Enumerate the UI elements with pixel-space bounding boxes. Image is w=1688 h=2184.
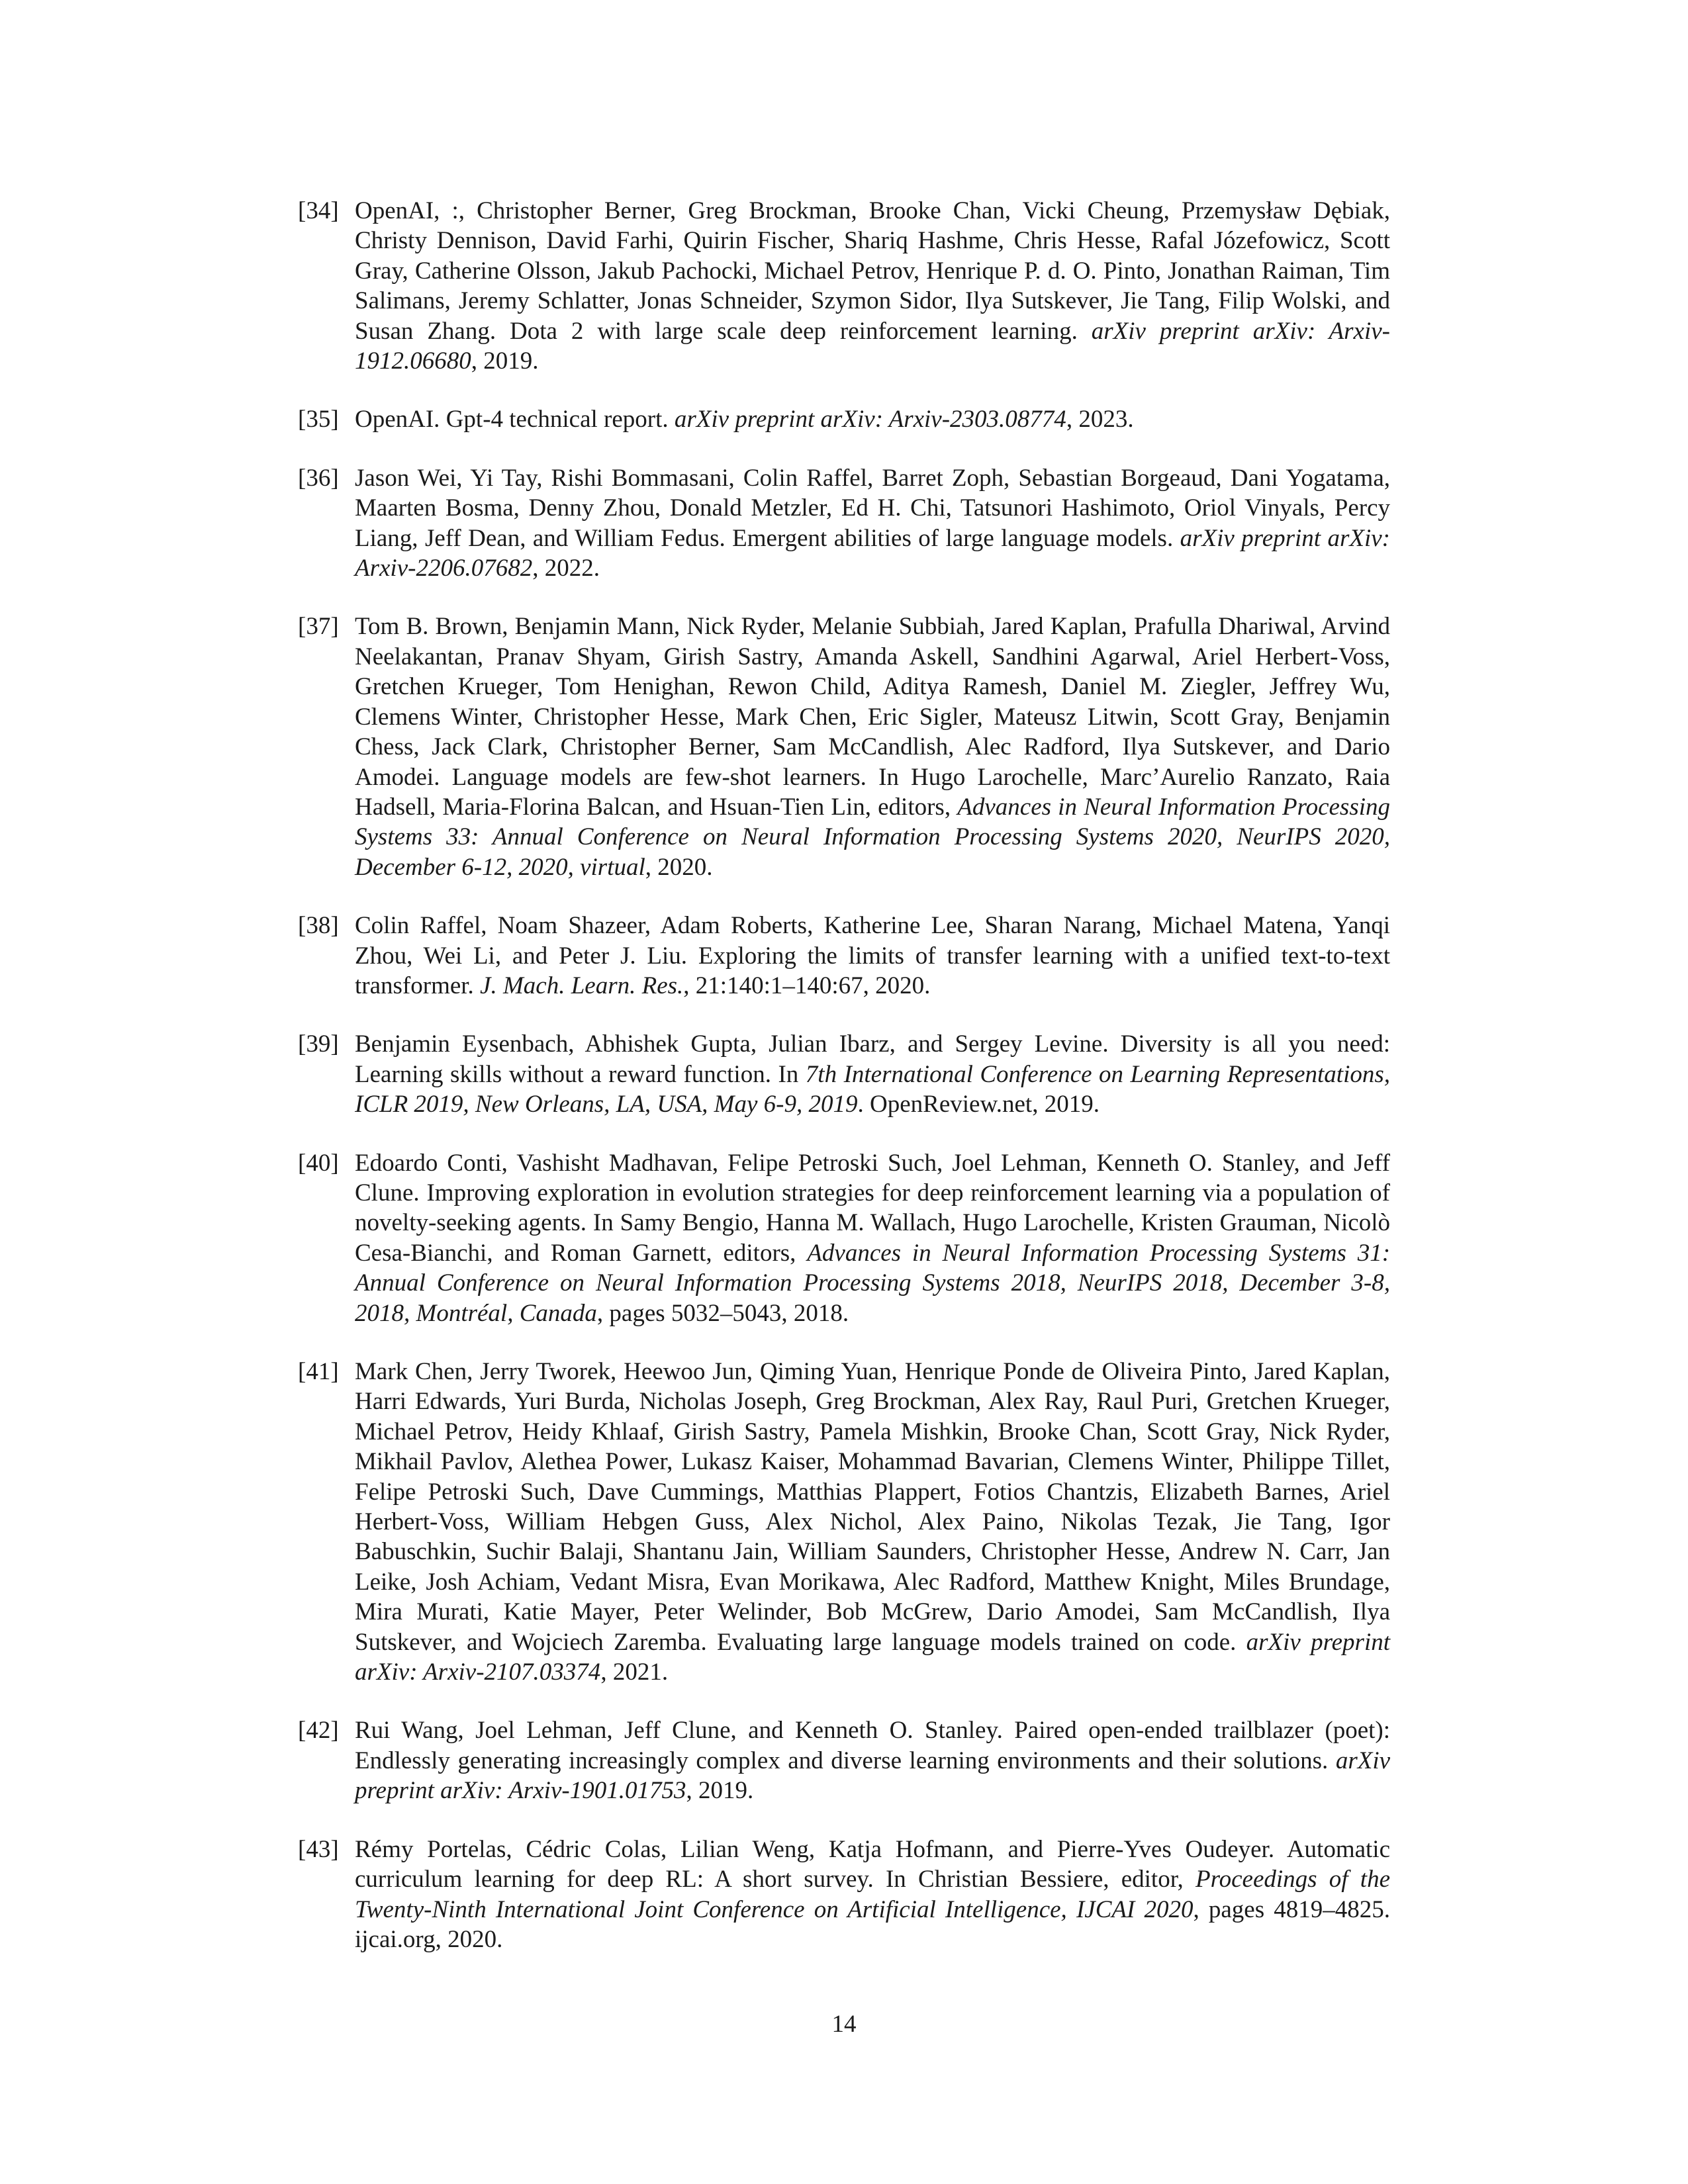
- reference-venue: Proceedings of the Twenty-Ninth International Joint Conference on Artificial Intelligence, IJCAI 2020: [355, 1866, 1390, 1923]
- reference-venue: arXiv preprint arXiv: Arxiv-2303.08774: [674, 406, 1066, 433]
- reference-venue: Advances in Neural Information Processing Systems 31: Annual Conference on Neural Information Processing Systems 2018, NeurIPS 2018, December 3-8, 2018, Montréal, Canada: [355, 1239, 1391, 1327]
- reference-authors: Edoardo Conti, Vashisht Madhavan, Felipe Petroski Such, Joel Lehman, Kenneth O. Stanley, and Jeff Clune.: [355, 1149, 1390, 1206]
- reference-tail: , 2022.: [532, 555, 600, 582]
- reference-label: [38]: [298, 912, 339, 940]
- reference-tail: , 2019.: [686, 1777, 754, 1805]
- reference-label: [41]: [298, 1358, 339, 1385]
- reference-label: [36]: [298, 464, 339, 492]
- reference-tail: , 2020.: [645, 853, 713, 881]
- reference-tail: , 21:140:1–140:67, 2020.: [683, 972, 931, 999]
- reference-title: Gpt-4 technical report.: [445, 406, 669, 433]
- reference-authors: Jason Wei, Yi Tay, Rishi Bommasani, Colin Raffel, Barret Zoph, Sebastian Borgeaud, Dani Yogatama, Maarten Bosma, Denny Zhou, Donald Metzler, Ed H. Chi, Tatsunori Hashimoto, Oriol Vinyals, Percy Liang, Jeff Dean, and William Fedus.: [355, 464, 1390, 552]
- reference-list: [298, 196, 1390, 1983]
- reference-venue: arXiv preprint arXiv: Arxiv-2206.07682: [355, 524, 1391, 582]
- reference-authors: Colin Raffel, Noam Shazeer, Adam Roberts, Katherine Lee, Sharan Narang, Michael Matena, Yanqi Zhou, Wei Li, and Peter J. Liu.: [355, 912, 1390, 970]
- reference-authors: Mark Chen, Jerry Tworek, Heewoo Jun, Qiming Yuan, Henrique Ponde de Oliveira Pinto, Jared Kaplan, Harri Edwards, Yuri Burda, Nicholas Joseph, Greg Brockman, Alex Ray, Raul Puri, Gretchen Krueger, Michael Petrov, Heidy Khlaaf, Girish Sastry, Pamela Mishkin, Brooke Chan, Scott Gray, Nick Ryder, Mikhail Pavlov, Alethea Power, Lukasz Kaiser, Mohammad Bavarian, Clemens Winter, Philippe Tillet, Felipe Petroski Such, Dave Cummings, Matthias Plappert, Fotios Chantzis, Elizabeth Barnes, Ariel Herbert-Voss, William Hebgen Guss, Alex Nichol, Alex Paino, Nikolas Tezak, Jie Tang, Igor Babuschkin, Suchir Balaji, Shantanu Jain, William Saunders, Christopher Hesse, Andrew N. Carr, Jan Leike, Josh Achiam, Vedant Misra, Evan Morikawa, Alec Radford, Matthew Knight, Miles Brundage, Mira Murati, Katie Mayer, Peter Welinder, Bob McGrew, Dario Amodei, Sam McCandlish, Ilya Sutskever, and Wojciech Zaremba.: [355, 1358, 1390, 1656]
- reference-entry: [298, 612, 1390, 882]
- reference-tail: , 2023.: [1066, 406, 1134, 433]
- reference-entry: [298, 463, 1390, 584]
- reference-tail: , 2021.: [600, 1659, 669, 1686]
- reference-entry: [298, 1029, 1390, 1119]
- reference-authors: Benjamin Eysenbach, Abhishek Gupta, Julian Ibarz, and Sergey Levine.: [355, 1030, 1109, 1058]
- reference-authors: Tom B. Brown, Benjamin Mann, Nick Ryder, Melanie Subbiah, Jared Kaplan, Prafulla Dhariwal, Arvind Neelakantan, Pranav Shyam, Girish Sastry, Amanda Askell, Sandhini Agarwal, Ariel Herbert-Voss, Gretchen Krueger, Tom Henighan, Rewon Child, Aditya Ramesh, Daniel M. Ziegler, Jeffrey Wu, Clemens Winter, Christopher Hesse, Mark Chen, Eric Sigler, Mateusz Litwin, Scott Gray, Benjamin Chess, Jack Clark, Christopher Berner, Sam McCandlish, Alec Radford, Ilya Sutskever, and Dario Amodei.: [355, 613, 1390, 791]
- reference-venue: Advances in Neural Information Processing Systems 33: Annual Conference on Neural Information Processing Systems 2020, NeurIPS 2020, December 6-12, 2020, virtual: [355, 793, 1391, 881]
- reference-authors: OpenAI.: [355, 406, 440, 433]
- reference-label: [42]: [298, 1717, 339, 1745]
- reference-entry: [298, 1357, 1390, 1687]
- reference-label: [37]: [298, 613, 339, 641]
- reference-title: Exploring the limits of transfer learning with a unified text-to-text transformer.: [355, 942, 1390, 999]
- reference-tail: . OpenReview.net, 2019.: [857, 1091, 1100, 1118]
- reference-title: Improving exploration in evolution strategies for deep reinforcement learning via a population of novelty-seeking agents. In Samy Bengio, Hanna M. Wallach, Hugo Larochelle, Kristen Grauman, Nicolò Cesa-Bianchi, and Roman Garnett, editors,: [355, 1179, 1390, 1267]
- reference-authors: Rémy Portelas, Cédric Colas, Lilian Weng, Katja Hofmann, and Pierre-Yves Oudeyer.: [355, 1835, 1275, 1863]
- reference-label: [43]: [298, 1835, 339, 1863]
- reference-tail: , pages 5032–5043, 2018.: [596, 1299, 849, 1327]
- reference-entry: [298, 1148, 1390, 1328]
- reference-entry: [298, 196, 1390, 376]
- reference-entry: [298, 1715, 1390, 1805]
- page-number: 14: [831, 2011, 857, 2038]
- reference-title: Evaluating large language models trained on code.: [717, 1628, 1237, 1656]
- reference-title: Paired open-ended trailblazer (poet): Endlessly generating increasingly complex and diverse learning environments and their solutions.: [355, 1717, 1391, 1774]
- reference-title: Language models are few-shot learners. In Hugo Larochelle, Marc’Aurelio Ranzato, Raia Hadsell, Maria-Florina Balcan, and Hsuan-Tien Lin, editors,: [355, 763, 1390, 821]
- reference-title: Automatic curriculum learning for deep RL: A short survey. In Christian Bessiere, editor,: [355, 1835, 1391, 1893]
- reference-title: Diversity is all you need: Learning skills without a reward function. In: [355, 1030, 1390, 1088]
- reference-authors: Rui Wang, Joel Lehman, Jeff Clune, and Kenneth O. Stanley.: [355, 1717, 1003, 1745]
- reference-entry: [298, 911, 1390, 1001]
- reference-title: Emergent abilities of large language models.: [732, 524, 1174, 552]
- reference-label: [34]: [298, 197, 339, 224]
- reference-tail: , 2019.: [471, 347, 539, 375]
- reference-venue: arXiv preprint arXiv: Arxiv-1912.06680: [355, 317, 1390, 375]
- reference-tail: , pages 4819–4825. ijcai.org, 2020.: [355, 1895, 1390, 1953]
- reference-venue: arXiv preprint arXiv: Arxiv-2107.03374: [355, 1628, 1391, 1686]
- reference-venue: J. Mach. Learn. Res.: [480, 972, 684, 999]
- reference-label: [35]: [298, 406, 339, 433]
- reference-label: [40]: [298, 1149, 339, 1177]
- reference-entry: [298, 404, 1390, 434]
- reference-venue: 7th International Conference on Learning Representations, ICLR 2019, New Orleans, LA, USA, May 6-9, 2019: [355, 1060, 1390, 1118]
- reference-label: [39]: [298, 1030, 339, 1058]
- reference-venue: arXiv preprint arXiv: Arxiv-1901.01753: [355, 1747, 1391, 1805]
- reference-entry: [298, 1835, 1390, 1955]
- reference-title: Dota 2 with large scale deep reinforcement learning.: [510, 317, 1078, 345]
- reference-authors: OpenAI, :, Christopher Berner, Greg Brockman, Brooke Chan, Vicki Cheung, Przemysław Dębiak, Christy Dennison, David Farhi, Quirin Fischer, Shariq Hashme, Chris Hesse, Rafal Józefowicz, Scott Gray, Catherine Olsson, Jakub Pachocki, Michael Petrov, Henrique P. d. O. Pinto, Jonathan Raiman, Tim Salimans, Jeremy Schlatter, Jonas Schneider, Szymon Sidor, Ilya Sutskever, Jie Tang, Filip Wolski, and Susan Zhang.: [355, 197, 1390, 345]
